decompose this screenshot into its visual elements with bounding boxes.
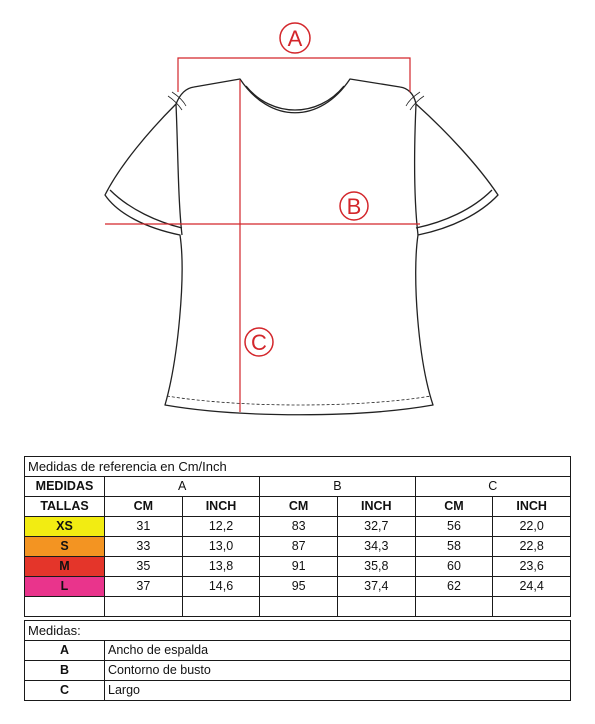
table-cell: 60	[415, 557, 493, 577]
table-cell: 83	[260, 517, 338, 537]
unit-header: CM	[260, 497, 338, 517]
table-row	[25, 537, 571, 557]
table-title-row	[25, 457, 571, 477]
legend-key: A	[25, 641, 105, 661]
group-header-b: B	[260, 477, 415, 497]
neckline	[246, 86, 344, 110]
table-cell: 35,8	[337, 557, 415, 577]
legend-title-row	[25, 621, 571, 641]
marker-c	[245, 328, 273, 356]
left-sleeve-hem	[110, 190, 182, 228]
table-cell: 37,4	[337, 577, 415, 597]
legend-table	[24, 620, 571, 701]
measure-line-a	[178, 58, 410, 92]
table-cell: 58	[415, 537, 493, 557]
table-cell: 23,6	[493, 557, 571, 577]
unit-header: INCH	[182, 497, 260, 517]
left-armhole	[176, 104, 182, 235]
table-cell: 32,7	[337, 517, 415, 537]
right-sleeve-hem	[416, 190, 492, 228]
table-cell: 34,3	[337, 537, 415, 557]
table-cell: 35	[105, 557, 183, 577]
table-cell: 12,2	[182, 517, 260, 537]
legend-label: Contorno de busto	[105, 661, 571, 681]
table-title: Medidas de referencia en Cm/Inch	[25, 457, 571, 477]
svg-text:B: B	[346, 194, 362, 219]
medidas-header: MEDIDAS	[25, 477, 105, 497]
legend-label: Largo	[105, 681, 571, 701]
tallas-header: TALLAS	[25, 497, 105, 517]
unit-header-row	[25, 497, 571, 517]
unit-header: CM	[415, 497, 493, 517]
table-cell: 13,0	[182, 537, 260, 557]
svg-text:C: C	[251, 330, 267, 355]
marker-b	[340, 192, 368, 220]
legend-key: B	[25, 661, 105, 681]
table-cell: 95	[260, 577, 338, 597]
legend-row	[25, 681, 571, 701]
empty-row	[25, 597, 571, 617]
legend-row	[25, 661, 571, 681]
unit-header: CM	[105, 497, 183, 517]
size-label-xs: XS	[25, 517, 105, 537]
legend-title: Medidas:	[25, 621, 571, 641]
table-row	[25, 577, 571, 597]
table-cell: 91	[260, 557, 338, 577]
size-label-m: M	[25, 557, 105, 577]
table-cell: 37	[105, 577, 183, 597]
table-cell: 13,8	[182, 557, 260, 577]
legend-row	[25, 641, 571, 661]
marker-a	[280, 23, 310, 53]
table-cell: 87	[260, 537, 338, 557]
size-label-s: S	[25, 537, 105, 557]
table-cell: 62	[415, 577, 493, 597]
legend-label: Ancho de espalda	[105, 641, 571, 661]
size-table	[24, 456, 571, 617]
table-cell: 56	[415, 517, 493, 537]
table-cell: 14,6	[182, 577, 260, 597]
table-cell: 33	[105, 537, 183, 557]
table-row	[25, 557, 571, 577]
legend-key: C	[25, 681, 105, 701]
svg-text:A: A	[287, 26, 303, 51]
group-header-a: A	[105, 477, 260, 497]
table-cell: 24,4	[493, 577, 571, 597]
group-header-row	[25, 477, 571, 497]
table-cell: 22,8	[493, 537, 571, 557]
size-label-l: L	[25, 577, 105, 597]
table-cell: 22,0	[493, 517, 571, 537]
table-cell: 31	[105, 517, 183, 537]
tshirt-outline	[105, 79, 498, 415]
bottom-hem	[167, 396, 431, 405]
table-row	[25, 517, 571, 537]
right-armhole	[415, 104, 418, 235]
unit-header: INCH	[337, 497, 415, 517]
group-header-c: C	[415, 477, 570, 497]
unit-header: INCH	[493, 497, 571, 517]
